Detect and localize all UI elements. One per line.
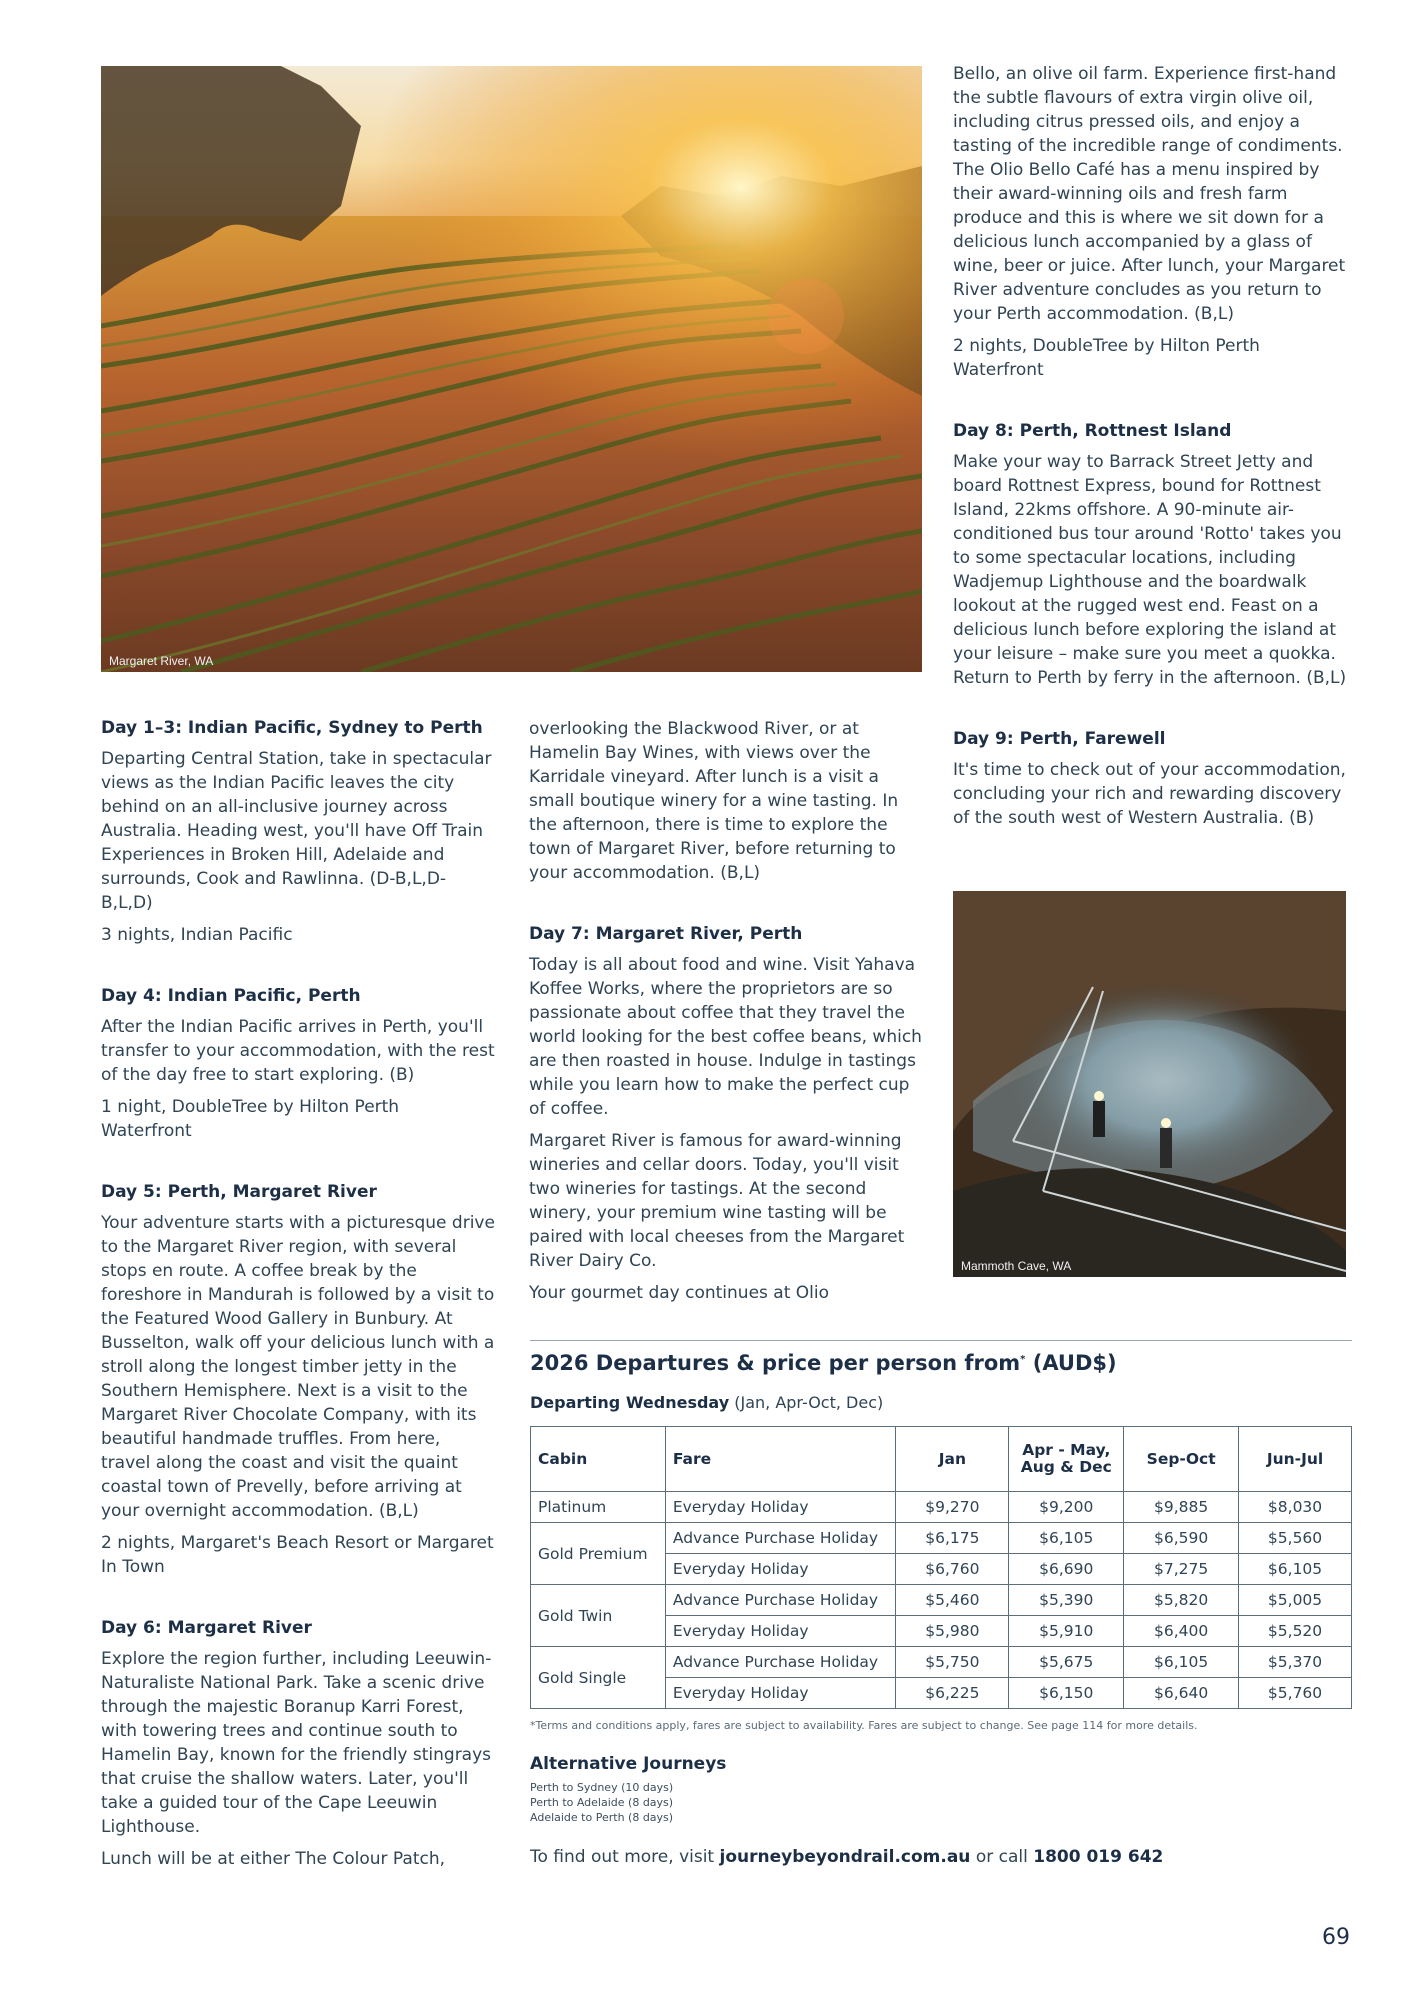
fare-cell: Advance Purchase Holiday xyxy=(665,1647,896,1678)
departing-line xyxy=(530,1393,1352,1412)
day8-section xyxy=(953,420,1353,690)
cabin-cell: Gold Twin xyxy=(531,1585,666,1647)
price-cell: $6,175 xyxy=(896,1523,1009,1554)
cave-image xyxy=(953,891,1346,1277)
price-cell: $9,270 xyxy=(896,1492,1009,1523)
price-heading-sup: * xyxy=(1020,1354,1026,1365)
vineyard-image xyxy=(101,66,922,672)
price-cell: $6,590 xyxy=(1124,1523,1239,1554)
cabin-cell: Gold Premium xyxy=(531,1523,666,1585)
day1-section xyxy=(101,717,495,947)
alternative-item[interactable]: Adelaide to Perth (8 days) xyxy=(530,1811,674,1824)
departing-months: (Jan, Apr-Oct, Dec) xyxy=(729,1393,884,1412)
price-cell: $7,275 xyxy=(1124,1554,1239,1585)
column-3 xyxy=(953,62,1353,838)
price-cell: $5,750 xyxy=(896,1647,1009,1678)
day1-text: Departing Central Station, take in spectacular views as the Indian Pacific leaves the city behind on an all-inclusive journey across Australia. Heading west, you'll have Off Train Experiences in Broken Hill, Adelaide and surrounds, Cook and Rawlinna. (D-B,L,D-B,L,D) xyxy=(101,749,492,913)
price-cell: $5,460 xyxy=(896,1585,1009,1616)
day9-text: It's time to check out of your accommodation, concluding your rich and rewarding discovery of the south west of Western Australia. (B) xyxy=(953,760,1346,828)
alternative-title: Alternative Journeys xyxy=(530,1754,727,1774)
day9-section xyxy=(953,728,1353,830)
alternative-journeys xyxy=(530,1754,1352,1825)
header-fare: Fare xyxy=(665,1427,896,1492)
price-cell: $9,200 xyxy=(1009,1492,1124,1523)
contact-line xyxy=(530,1847,1352,1867)
header-sep-oct: Sep-Oct xyxy=(1124,1427,1239,1492)
price-cell: $5,005 xyxy=(1239,1585,1352,1616)
day4-stay: 1 night, DoubleTree by Hilton Perth Waterfront xyxy=(101,1097,400,1141)
price-cell: $6,690 xyxy=(1009,1554,1124,1585)
day9-title: Day 9: Perth, Farewell xyxy=(953,729,1166,749)
day5-text: Your adventure starts with a picturesque drive to the Margaret River region, with several stops en route. A coffee break by the foreshore in Mandurah is followed by a visit to the Featured Wood Gallery in Bunbury. At Busselton, walk off your delicious lunch with a stroll along the longest timber jetty in the Southern Hemisphere. Next is a visit to the Margaret River Chocolate Company, with its beautiful handmade truffles. From here, travel along the coast and visit the quaint coastal town of Prevelly, before arriving at your overnight accommodation. (B,L) xyxy=(101,1213,495,1521)
day4-title: Day 4: Indian Pacific, Perth xyxy=(101,986,361,1006)
day6-continued xyxy=(529,717,923,885)
day7-section xyxy=(529,923,923,1305)
table-row xyxy=(531,1647,1352,1678)
day6-title: Day 6: Margaret River xyxy=(101,1618,312,1638)
price-cell: $8,030 xyxy=(1239,1492,1352,1523)
price-cell: $6,150 xyxy=(1009,1678,1124,1709)
day1-title: Day 1–3: Indian Pacific, Sydney to Perth xyxy=(101,718,483,738)
day6-continued-text: overlooking the Blackwood River, or at Hamelin Bay Wines, with views over the Karridale vineyard. After lunch is a visit a small boutique winery for a wine tasting. In the afternoon, there is time to explore the town of Margaret River, before returning to your accommodation. (B,L) xyxy=(529,719,899,883)
day5-section xyxy=(101,1181,495,1579)
price-cell: $6,400 xyxy=(1124,1616,1239,1647)
cave-caption: Mammoth Cave, WA xyxy=(961,1259,1072,1273)
price-cell: $5,760 xyxy=(1239,1678,1352,1709)
price-cell: $5,390 xyxy=(1009,1585,1124,1616)
day6-text: Explore the region further, including Leeuwin-Naturaliste National Park. Take a scenic drive through the majestic Boranup Karri Forest, with towering trees and continue south to Hamelin Bay, known for the friendly stingrays that cruise the shallow waters. Later, you'll take a guided tour of the Cape Leeuwin Lighthouse. xyxy=(101,1649,492,1837)
column-2 xyxy=(529,717,923,1313)
day7-title: Day 7: Margaret River, Perth xyxy=(529,924,803,944)
cave-photo xyxy=(953,891,1346,1277)
day1-stay: 3 nights, Indian Pacific xyxy=(101,925,293,945)
price-cell: $6,105 xyxy=(1124,1647,1239,1678)
day6-text-2: Lunch will be at either The Colour Patch, xyxy=(101,1849,446,1869)
price-cell: $6,105 xyxy=(1239,1554,1352,1585)
price-cell: $5,560 xyxy=(1239,1523,1352,1554)
price-cell: $5,520 xyxy=(1239,1616,1352,1647)
day4-text: After the Indian Pacific arrives in Perth, you'll transfer to your accommodation, with the rest of the day free to start exploring. (B) xyxy=(101,1017,495,1085)
fare-cell: Everyday Holiday xyxy=(665,1492,896,1523)
price-cell: $6,105 xyxy=(1009,1523,1124,1554)
day5-stay: 2 nights, Margaret's Beach Resort or Margaret In Town xyxy=(101,1533,494,1577)
table-row xyxy=(531,1523,1352,1554)
day7-continued xyxy=(953,62,1353,382)
column-1 xyxy=(101,717,495,1879)
website-link[interactable]: journeybeyondrail.com.au xyxy=(719,1847,971,1867)
price-cell: $9,885 xyxy=(1124,1492,1239,1523)
day5-title: Day 5: Perth, Margaret River xyxy=(101,1182,377,1202)
fare-table xyxy=(530,1426,1352,1709)
price-cell: $5,370 xyxy=(1239,1647,1352,1678)
contact-prefix: To find out more, visit xyxy=(530,1847,720,1867)
terms-note: *Terms and conditions apply, fares are subject to availability. Fares are subject to change. See page 114 for more details. xyxy=(530,1719,1198,1732)
price-cell: $5,820 xyxy=(1124,1585,1239,1616)
fare-cell: Everyday Holiday xyxy=(665,1554,896,1585)
day4-section xyxy=(101,985,495,1143)
day7-text-2: Margaret River is famous for award-winning wineries and cellar doors. Today, you'll visit two wineries for tastings. At the second winery, your premium wine tasting will be paired with local cheeses from the Margaret River Dairy Co. xyxy=(529,1131,905,1271)
price-cell: $6,760 xyxy=(896,1554,1009,1585)
fare-table-header xyxy=(531,1427,1352,1492)
day7-text: Today is all about food and wine. Visit Yahava Koffee Works, where the proprietors are so passionate about coffee that they travel the world looking for the best coffee beans, which are then roasted in house. Indulge in tastings while you learn how to make the perfect cup of coffee. xyxy=(529,955,922,1119)
alternative-item[interactable]: Perth to Sydney (10 days) xyxy=(530,1781,674,1794)
alternative-item[interactable]: Perth to Adelaide (8 days) xyxy=(530,1796,674,1809)
section-divider xyxy=(530,1340,1352,1341)
page-number: 69 xyxy=(1322,1925,1350,1950)
fare-cell: Advance Purchase Holiday xyxy=(665,1523,896,1554)
price-heading-currency: (AUD$) xyxy=(1025,1351,1117,1375)
table-row xyxy=(531,1492,1352,1523)
day7-stay: 2 nights, DoubleTree by Hilton Perth Waterfront xyxy=(953,336,1260,380)
table-row xyxy=(531,1585,1352,1616)
day8-title: Day 8: Perth, Rottnest Island xyxy=(953,421,1232,441)
day7-text-3: Your gourmet day continues at Olio xyxy=(529,1283,830,1303)
price-heading xyxy=(530,1351,1352,1375)
price-cell: $6,225 xyxy=(896,1678,1009,1709)
vineyard-photo xyxy=(101,66,922,672)
price-heading-text: 2026 Departures & price per person from xyxy=(530,1351,1021,1375)
price-section xyxy=(530,1340,1352,1867)
price-cell: $6,640 xyxy=(1124,1678,1239,1709)
header-cabin: Cabin xyxy=(531,1427,666,1492)
day7-continued-text: Bello, an olive oil farm. Experience first-hand the subtle flavours of extra virgin olive oil, including citrus pressed oils, and enjoy a tasting of the incredible range of condiments. The Olio Bello Café has a menu inspired by their award-winning oils and fresh farm produce and this is where we sit down for a delicious lunch accompanied by a glass of wine, beer or juice. After lunch, your Margaret River adventure concludes as you return to your Perth accommodation. (B,L) xyxy=(953,64,1346,324)
header-jun-jul: Jun-Jul xyxy=(1239,1427,1352,1492)
phone-number[interactable]: 1800 019 642 xyxy=(1033,1847,1164,1867)
header-apr-may-aug-dec: Apr - May, Aug & Dec xyxy=(1009,1427,1124,1492)
header-jan: Jan xyxy=(896,1427,1009,1492)
price-cell: $5,910 xyxy=(1009,1616,1124,1647)
day6-section xyxy=(101,1617,495,1871)
contact-middle: or call xyxy=(970,1847,1034,1867)
cabin-cell: Gold Single xyxy=(531,1647,666,1709)
fare-cell: Everyday Holiday xyxy=(665,1678,896,1709)
vineyard-caption: Margaret River, WA xyxy=(109,654,214,668)
departing-day: Departing Wednesday xyxy=(530,1393,730,1412)
price-cell: $5,675 xyxy=(1009,1647,1124,1678)
cabin-cell: Platinum xyxy=(531,1492,666,1523)
day8-text: Make your way to Barrack Street Jetty and board Rottnest Express, bound for Rottnest Island, 22kms offshore. A 90-minute air-conditioned bus tour around 'Rotto' takes you to some spectacular locations, including Wadjemup Lighthouse and the boardwalk lookout at the rugged west end. Feast on a delicious lunch before exploring the island at your leisure – make sure you meet a quokka. Return to Perth by ferry in the afternoon. (B,L) xyxy=(953,452,1347,688)
price-cell: $5,980 xyxy=(896,1616,1009,1647)
fare-cell: Everyday Holiday xyxy=(665,1616,896,1647)
fare-cell: Advance Purchase Holiday xyxy=(665,1585,896,1616)
